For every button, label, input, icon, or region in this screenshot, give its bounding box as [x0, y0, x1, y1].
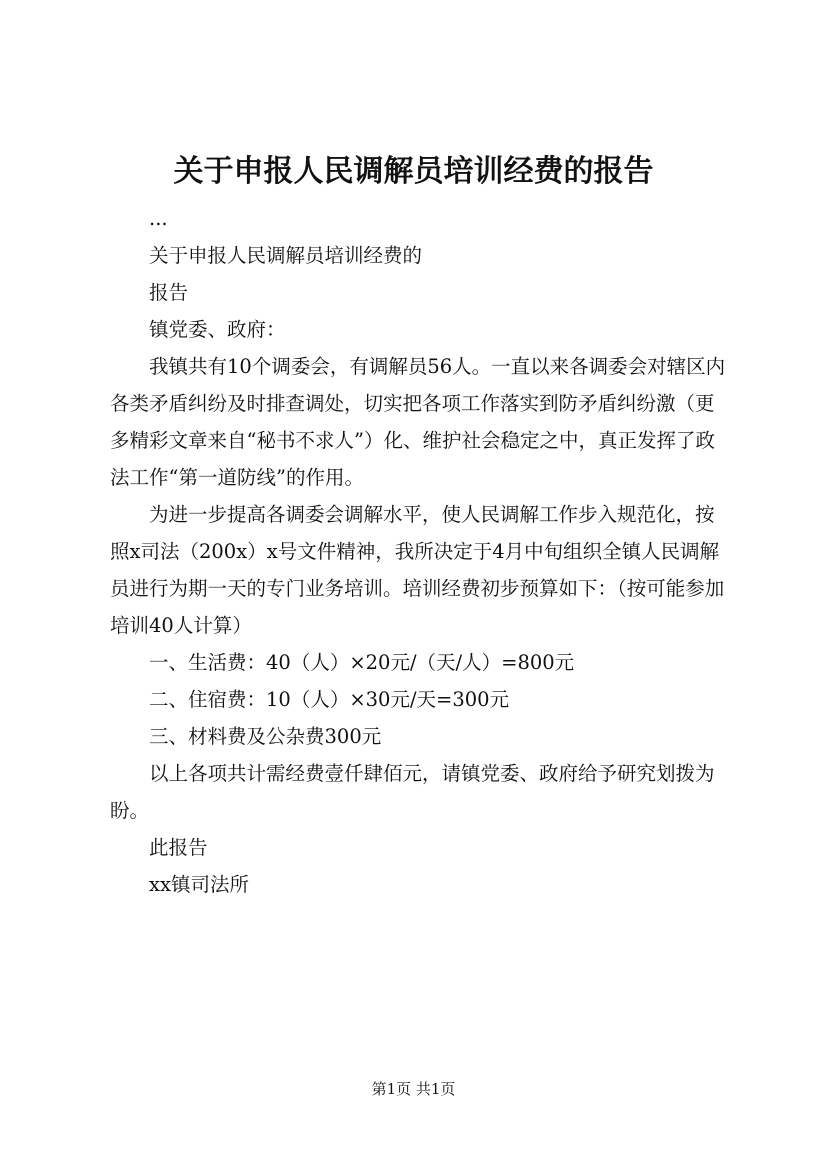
- paragraph-background: 我镇共有10个调委会，有调解员56人。一直以来各调委会对辖区内各类矛盾纠纷及时排查调处，切实把各项工作落实到防矛盾纠纷激（更多精彩文章来自“秘书不求人”）化、维护社会稳定之中，真正发挥了政法工作“第一道防线”的作用。: [110, 355, 726, 489]
- document-body: [110, 200, 730, 903]
- document-title: 关于申报人民调解员培训经费的报告: [173, 154, 654, 189]
- paragraph-plan: 为进一步提高各调委会调解水平，使人民调解工作步入规范化，按照x司法（200x）x号文件精神，我所决定于4月中旬组织全镇人民调解员进行为期一天的专门业务培训。培训经费初步预算如下：（按可能参加培训40人计算）: [110, 503, 725, 637]
- paragraph-total: 以上各项共计需经费壹仟肆佰元，请镇党委、政府给予研究划拨为盼。: [110, 762, 715, 822]
- ellipsis-line: ...: [149, 207, 168, 230]
- subtitle-line-1: 关于申报人民调解员培训经费的: [149, 244, 423, 267]
- budget-item-materials: 三、材料费及公杂费300元: [149, 725, 382, 748]
- signature-line: xx镇司法所: [149, 873, 249, 896]
- budget-item-lodging: 二、住宿费：10（人）×30元/天=300元: [149, 688, 510, 711]
- page-footer: 第1页 共1页: [371, 1080, 456, 1098]
- salutation: 镇党委、政府：: [149, 318, 286, 341]
- budget-item-living: 一、生活费：40（人）×20元/（天/人）=800元: [149, 651, 575, 674]
- subtitle-line-2: 报告: [149, 281, 189, 304]
- closing-line: 此报告: [149, 836, 208, 859]
